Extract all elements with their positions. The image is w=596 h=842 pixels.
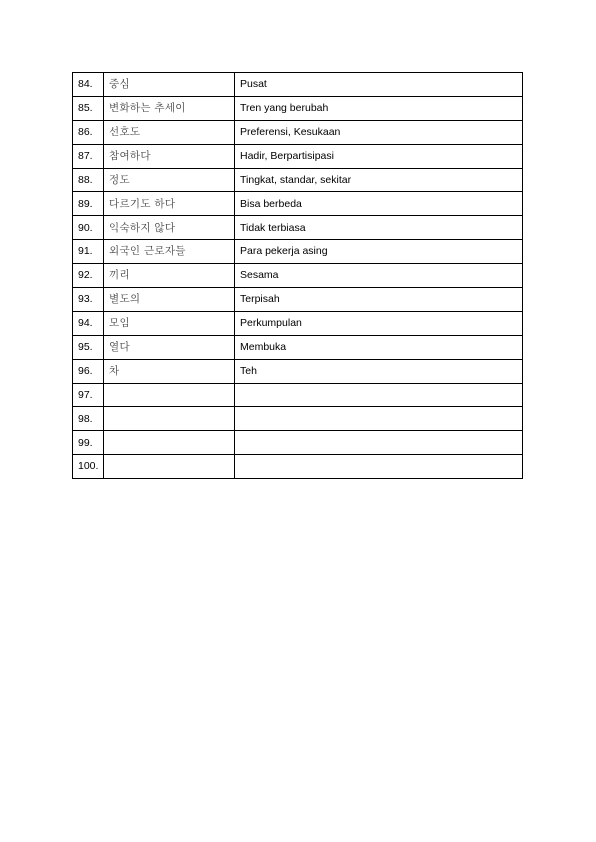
table-row [73,407,523,431]
indonesian-translation: Terpisah [235,288,523,312]
korean-term: 외국인 근로자들 [104,240,235,264]
korean-term: 중심 [104,73,235,97]
row-number: 100. [73,455,104,479]
indonesian-translation [235,431,523,455]
indonesian-translation: Perkumpulan [235,311,523,335]
row-number: 98. [73,407,104,431]
table-row [73,335,523,359]
indonesian-translation [235,455,523,479]
row-number: 93. [73,288,104,312]
row-number: 88. [73,168,104,192]
korean-term [104,407,235,431]
table-row [73,168,523,192]
indonesian-translation: Para pekerja asing [235,240,523,264]
table-row [73,359,523,383]
table-row [73,192,523,216]
korean-term: 선호도 [104,120,235,144]
korean-term [104,431,235,455]
table-row [73,383,523,407]
row-number: 99. [73,431,104,455]
row-number: 94. [73,311,104,335]
row-number: 84. [73,73,104,97]
indonesian-translation: Sesama [235,264,523,288]
table-row [73,288,523,312]
table-row [73,264,523,288]
table-row [73,311,523,335]
indonesian-translation: Membuka [235,335,523,359]
indonesian-translation: Hadir, Berpartisipasi [235,144,523,168]
korean-term: 변화하는 추세이 [104,96,235,120]
row-number: 89. [73,192,104,216]
korean-term [104,455,235,479]
indonesian-translation: Preferensi, Kesukaan [235,120,523,144]
korean-term: 별도의 [104,288,235,312]
korean-term: 정도 [104,168,235,192]
row-number: 86. [73,120,104,144]
table-row [73,73,523,97]
korean-term: 모임 [104,311,235,335]
table-row [73,120,523,144]
row-number: 92. [73,264,104,288]
table-row [73,455,523,479]
vocabulary-table-body [73,73,523,479]
table-row [73,240,523,264]
korean-term: 끼리 [104,264,235,288]
vocabulary-table [72,72,523,479]
row-number: 87. [73,144,104,168]
indonesian-translation: Pusat [235,73,523,97]
indonesian-translation: Tingkat, standar, sekitar [235,168,523,192]
row-number: 91. [73,240,104,264]
indonesian-translation [235,383,523,407]
row-number: 95. [73,335,104,359]
table-row [73,144,523,168]
row-number: 97. [73,383,104,407]
korean-term [104,383,235,407]
table-row [73,96,523,120]
row-number: 96. [73,359,104,383]
indonesian-translation: Tidak terbiasa [235,216,523,240]
korean-term: 열다 [104,335,235,359]
row-number: 85. [73,96,104,120]
korean-term: 차 [104,359,235,383]
indonesian-translation [235,407,523,431]
indonesian-translation: Bisa berbeda [235,192,523,216]
indonesian-translation: Tren yang berubah [235,96,523,120]
row-number: 90. [73,216,104,240]
korean-term: 익숙하지 않다 [104,216,235,240]
table-row [73,431,523,455]
korean-term: 다르기도 하다 [104,192,235,216]
table-row [73,216,523,240]
korean-term: 참여하다 [104,144,235,168]
indonesian-translation: Teh [235,359,523,383]
